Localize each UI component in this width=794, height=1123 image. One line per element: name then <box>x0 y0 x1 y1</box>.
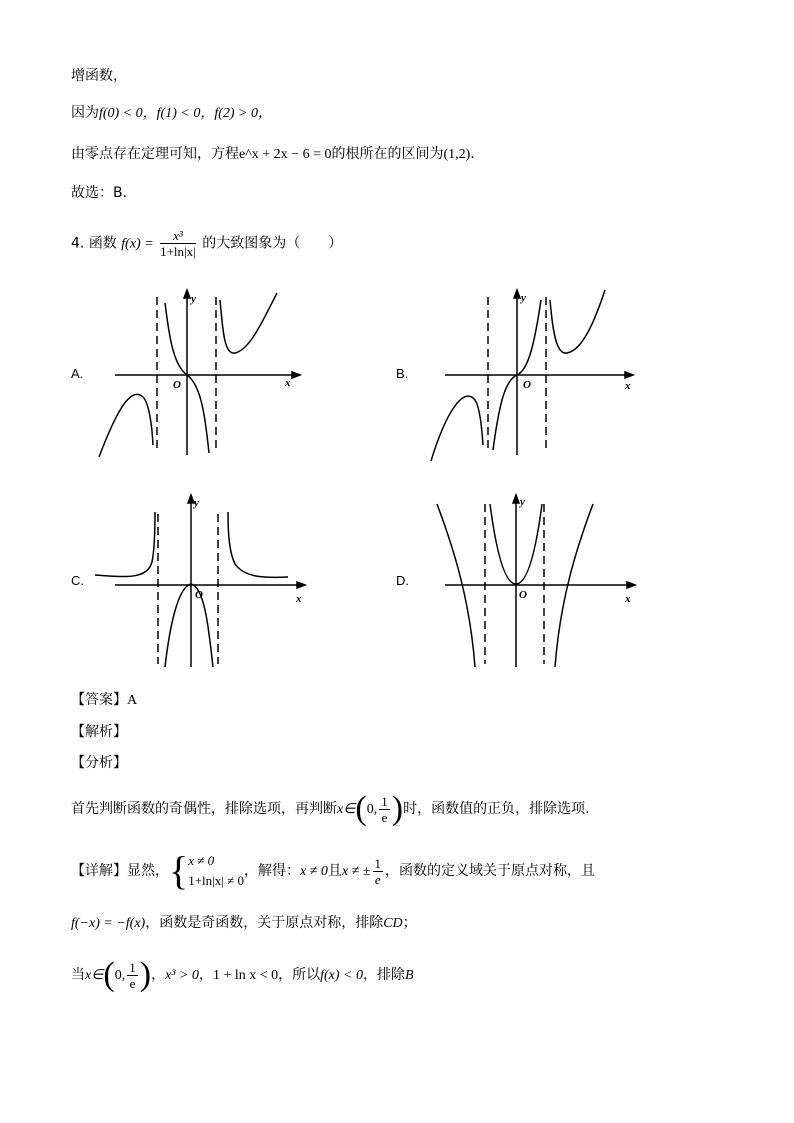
detail-frac-den: e <box>374 871 381 887</box>
text-line-2 <box>71 103 272 124</box>
question-4 <box>71 228 342 259</box>
question-prefix: 函数 <box>88 235 117 252</box>
detail-line-2 <box>71 913 417 934</box>
line3-frac-den: e <box>129 975 136 991</box>
analysis-frac-den: e <box>381 809 388 825</box>
line3-left: 0, <box>114 968 126 983</box>
x-arrow <box>292 372 300 378</box>
question-suffix: 的大致图象为（ ） <box>202 235 343 252</box>
y-label: y <box>520 496 525 508</box>
analysis-fraction <box>379 794 390 825</box>
fenxi-heading: 【分析】 <box>71 755 127 771</box>
origin-label: O <box>195 589 203 601</box>
detail-tag: 【详解】 <box>71 863 127 879</box>
function-denominator: 1+ln|x| <box>160 244 196 259</box>
detail-line-1: 【详解】显然，{ x ≠ 0 1+ln|x| ≠ 0 ，解得：x ≠ 0且x ≠ ± $\frac{1}{e}$ ，函数的定义域关于原点对称，且 <box>71 848 595 893</box>
eliminated-cd: CD <box>383 916 403 931</box>
graph-d <box>425 492 640 667</box>
line3-fraction <box>127 960 138 991</box>
function-numerator: x³ <box>160 228 196 244</box>
line3-when: 当 <box>71 967 85 983</box>
analysis-interval-left: 0, <box>366 802 378 817</box>
graph-c <box>95 492 310 667</box>
y-label: y <box>191 293 196 305</box>
curve-right <box>228 512 288 577</box>
detail-x-ne-0: x ≠ 0 <box>300 864 328 879</box>
line3-fx-negative: f(x) < 0 <box>320 968 363 983</box>
detail-and: 且 <box>327 863 342 879</box>
detail-line-3: 当x∈(0, $\frac{1}{e}$ )，x³ > 0，1 + ln x < 0，所以f(x) < 0，排除B <box>71 956 414 993</box>
y-arrow <box>514 290 520 298</box>
curve-left <box>431 396 483 461</box>
text-line-3-b: 的根所在的区间为 <box>331 146 444 162</box>
x-arrow <box>625 372 633 378</box>
condition-2: 1+ln|x| ≠ 0 <box>188 873 244 888</box>
answer-value: A <box>127 693 138 708</box>
origin-label: O <box>173 379 181 391</box>
equation: e^x + 2x − 6 = 0 <box>239 147 332 162</box>
x-label: x <box>625 380 631 392</box>
line3-x-in: x∈ <box>85 968 104 983</box>
origin-label: O <box>523 379 531 391</box>
line3-comma-1: ， <box>151 967 166 983</box>
option-c-label: C. <box>71 573 84 588</box>
analysis-frac-num: 1 <box>381 793 388 809</box>
curve-right <box>550 290 605 353</box>
detail-line-2-end: ； <box>402 915 417 931</box>
y-arrow <box>184 290 190 298</box>
option-b-label: B. <box>396 366 409 381</box>
x-label: x <box>296 593 302 605</box>
line3-x3-positive: x³ > 0 <box>165 968 199 983</box>
line3-ln-negative: 1 + ln x < 0 <box>212 968 279 983</box>
answer-tag: 【答案】 <box>71 692 127 708</box>
text-line-2-prefix: 因为 <box>71 105 99 121</box>
analysis-line: 首先判断函数的奇偶性，排除选项，再判断x∈(0, $\frac{1}{e}$ )时，函数值的正负，排除选项. <box>71 790 590 827</box>
y-label: y <box>194 497 199 509</box>
condition-system <box>188 851 244 891</box>
text-line-3-a: 由零点存在定理可知，方程 <box>71 146 239 162</box>
curve-left <box>99 394 153 457</box>
line3-comma-2: ， <box>198 967 213 983</box>
y-arrow <box>513 495 519 503</box>
text-line-2-values: f(0) < 0，f(1) < 0，f(2) > 0， <box>99 106 272 121</box>
detail-frac-num: 1 <box>374 855 381 871</box>
origin-label: O <box>519 589 527 601</box>
x-arrow <box>297 582 305 588</box>
line3-frac-num: 1 <box>129 959 136 975</box>
jiexi-heading: 【解析】 <box>71 724 127 740</box>
option-a-label: A. <box>71 366 84 381</box>
text-line-1: 增函数， <box>71 68 127 84</box>
curve-middle <box>165 584 213 667</box>
function-lhs: f(x) = <box>121 236 154 252</box>
x-label: x <box>625 593 631 605</box>
detail-fraction <box>373 856 384 887</box>
curve-left <box>95 512 155 577</box>
detail-text-6: ，函数的定义域关于原点对称，且 <box>385 863 595 879</box>
condition-1: x ≠ 0 <box>188 853 215 868</box>
odd-equation: f(−x) = −f(x) <box>71 916 146 931</box>
graph-a <box>95 285 310 460</box>
answer-line <box>71 690 137 711</box>
detail-text-1: 显然， <box>127 863 169 879</box>
text-line-4: 故选：B. <box>71 185 128 201</box>
analysis-text-2: 时，函数值的正负，排除选项. <box>403 801 590 817</box>
graph-b <box>425 285 640 460</box>
curve-right <box>220 293 277 353</box>
analysis-text-1: 首先判断函数的奇偶性，排除选项，再判断 <box>71 801 337 817</box>
detail-x-ne-pm: x ≠ ± <box>341 864 371 879</box>
question-number: 4. <box>71 235 85 252</box>
line3-text-2: ，排除 <box>363 967 405 983</box>
function-fraction <box>160 228 196 259</box>
y-label: y <box>521 292 526 304</box>
root-interval: (1,2) <box>443 147 471 162</box>
detail-line-2-text: ，函数是奇函数，关于原点对称，排除 <box>145 915 384 931</box>
x-arrow <box>627 582 635 588</box>
text-line-3: 由零点存在定理可知，方程e^x + 2x − 6 = 0的根所在的区间为(1,2). <box>71 146 475 162</box>
x-label: x <box>285 377 291 389</box>
eliminated-b: B <box>405 968 414 983</box>
detail-text-2: ，解得： <box>244 863 300 879</box>
line3-text: ，所以 <box>278 967 321 983</box>
analysis-x-in: x∈ <box>337 802 356 817</box>
option-d-label: D. <box>396 573 409 588</box>
